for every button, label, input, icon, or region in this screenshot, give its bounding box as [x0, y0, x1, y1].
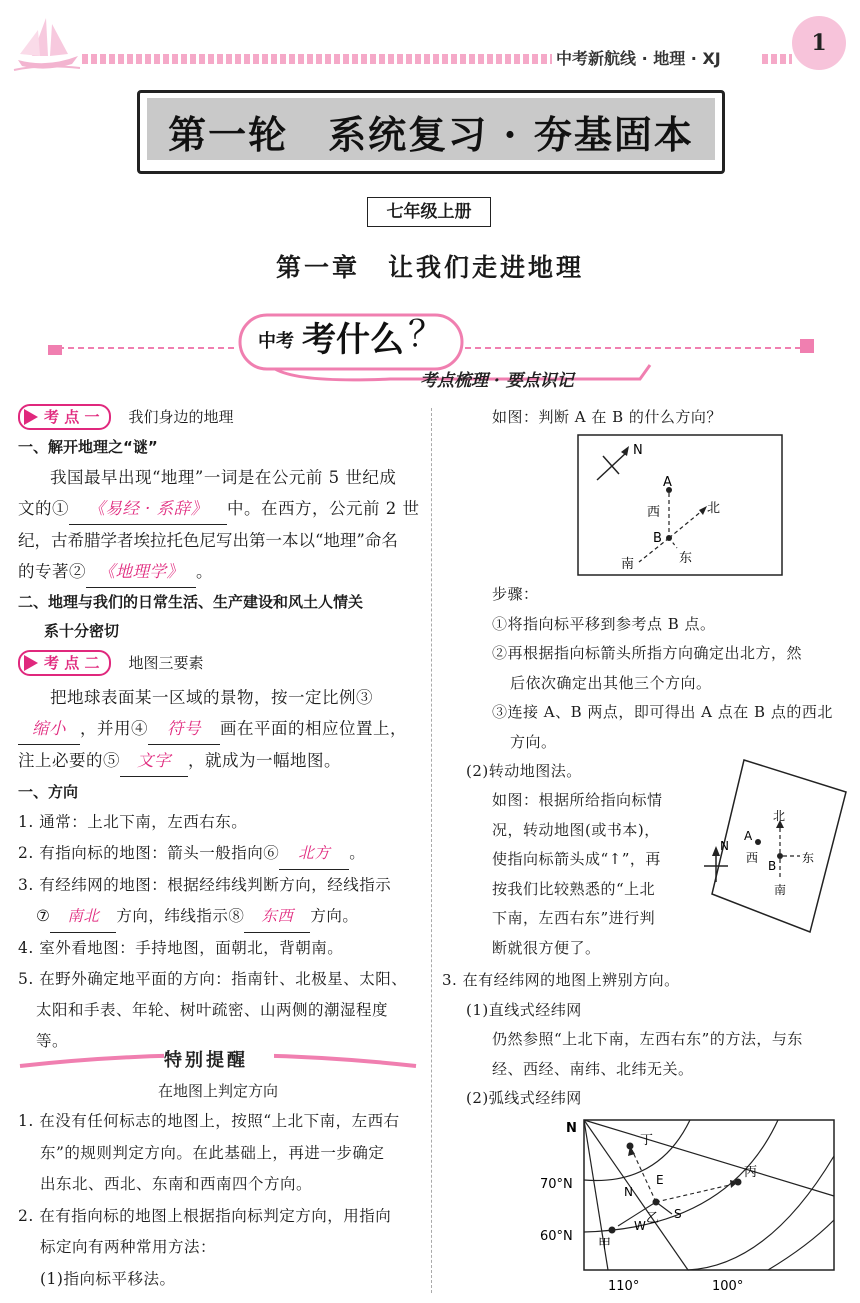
fig3-point-jia: 甲: [598, 1237, 612, 1252]
fig2-south: 南: [774, 883, 787, 897]
dir-item-1: 1. 通常：上北下南，左西右东。: [18, 813, 248, 831]
fig1-point-b: B: [653, 531, 662, 546]
item-3-title: 3. 在有经纬网的地图上辨别方向。: [442, 971, 680, 989]
step-3: ③连接 A、B 两点，即可得出 A 点在 B 点的西北: [492, 703, 833, 721]
header-stripe-bar: [82, 54, 552, 64]
method-2-text: 如图：根据所给指向标情 况，转动地图(或书本)， 使指向标箭头成“↑”，再 按我们比较熟悉的“上北 下南，左西右东”进行判 断就很方便了。: [492, 791, 663, 957]
dir-item-3b: ⑦ 南北 方向，纬线指示⑧ 东西 方向。: [18, 901, 422, 933]
page-number: 1: [811, 30, 827, 56]
fig2-west: 西: [746, 851, 759, 865]
fig2-point-b: B: [768, 859, 777, 873]
kp1-title: 我们身边的地理: [128, 408, 234, 426]
steps-block: 步骤： ①将指向标平移到参考点 B 点。 ②再根据指向标箭头所指方向确定出北方，然 后依次确定出其他三个方向。 ③连接 A、B 两点，即可得出 A 点在 B 点的西北 方向。: [492, 580, 852, 757]
method-2-label: (2)转动地图法。: [466, 762, 582, 780]
fig1-south: 南: [621, 557, 635, 572]
section-banner-main: 考什么: [302, 320, 404, 360]
blank-4: 符号: [148, 713, 220, 745]
fig3-pole-n: N: [566, 1121, 577, 1136]
reminder-item-1: 1. 在没有任何标志的地图上，按照“上北下南，左西右: [18, 1112, 400, 1130]
reminder-title: 特别提醒: [164, 1050, 248, 1071]
reminder-item-2: 2. 在有指向标的地图上根据指向标判定方向，用指向: [18, 1206, 392, 1225]
reminder-subtitle: 在地图上判定方向: [157, 1082, 278, 1100]
heading-2: 二、地理与我们的日常生活、生产建设和风土人情关 系十分密切: [18, 593, 364, 640]
para-2-line-c: 注上必要的⑤ 文字 ，就成为一幅地图。: [18, 745, 422, 777]
blank-1: 《易经 · 系辞》: [69, 493, 227, 525]
heading-1: 一、解开地理之“谜”: [18, 438, 158, 456]
fig2-point-a: A: [744, 829, 753, 843]
steps-label: 步骤：: [492, 585, 539, 603]
method-1: (1)指向标平移法。: [40, 1269, 176, 1288]
fig3-lon-100: 100°: [712, 1279, 744, 1294]
fig3-point-ding: 丁: [640, 1133, 654, 1148]
para-1-line-b: 文的① 《易经 · 系辞》 中。在西方，公元前 2 世: [18, 493, 422, 525]
fig3-dir-e: E: [656, 1173, 664, 1187]
dir-item-5: 5. 在野外确定地平面的方向：指南针、北极星、太阳、: [18, 970, 408, 988]
fig3-lat-60: 60°N: [540, 1229, 573, 1244]
section-banner-sub: 考点梳理 · 要点识记: [420, 371, 574, 391]
kp1-tag: 考 点 一: [18, 404, 111, 430]
item-3: 3. 在有经纬网的地图上辨别方向。 (1)直线式经纬网 仍然参照“上北下南，左西右东”的方法，与东 经、西经、南纬、北纬无关。 (2)弧线式经纬网: [442, 966, 852, 1114]
header-stripe-bar-right: [762, 54, 792, 64]
para-1: [18, 462, 422, 588]
fig3-point-yi: 乙: [646, 1211, 660, 1226]
header-boat-logo: [12, 10, 82, 72]
figure-graticule: [538, 1116, 838, 1298]
fig3-point-bing: 丙: [744, 1165, 758, 1180]
fig3-dir-n: N: [624, 1185, 633, 1199]
dir-item-4: 4. 室外看地图：手持地图，面朝北，背朝南。: [18, 939, 344, 957]
figure-pointer-shift: [577, 434, 783, 576]
fig3-dir-s: S: [674, 1207, 682, 1221]
fig1-n-label: N: [633, 443, 643, 458]
heading-3: 一、方向: [18, 783, 79, 801]
para-2-line-b: 缩小 ，并用④ 符号 画在平面的相应位置上，: [18, 713, 422, 745]
blank-6: 北方: [279, 838, 349, 870]
fig2-n-label: N: [720, 839, 729, 853]
fig1-point-a: A: [663, 475, 672, 490]
kp2-title: 地图三要素: [128, 654, 204, 672]
para-2-line-a: 把地球表面某一区域的景物，按一定比例③: [50, 688, 373, 707]
section-banner-prefix: 中考: [258, 331, 294, 352]
fig2-north: 北: [773, 809, 786, 823]
fig3-dir-w: W: [634, 1219, 646, 1233]
para-1-line-d: 的专著② 《地理学》 。: [18, 556, 422, 588]
grade-label: 七年级上册: [367, 197, 491, 227]
fig3-lon-110: 110°: [608, 1279, 640, 1294]
fig1-east: 东: [679, 551, 693, 566]
fig1-north: 北: [707, 501, 721, 516]
blank-5: 文字: [120, 745, 188, 777]
dir-item-2: 2. 有指向标的地图：箭头一般指向⑥ 北方 。: [18, 838, 422, 870]
figure-rotate-map: [700, 758, 850, 934]
left-column: [18, 404, 422, 1057]
blank-2: 《地理学》: [86, 556, 196, 588]
step-2: ②再根据指向标箭头所指方向确定出北方，然: [492, 644, 803, 662]
para-2: [18, 682, 422, 777]
dir-item-3: 3. 有经纬网的地图：根据经纬线判断方向，经线指示: [18, 876, 392, 894]
para-1-line-c: 纪，古希腊学者埃拉托色尼写出第一本以“地理”命名: [18, 531, 398, 550]
question-text: 如图：判断 A 在 B 的什么方向？: [492, 408, 722, 426]
item-3-1: (1)直线式经纬网: [466, 1000, 582, 1019]
fig1-west: 西: [647, 505, 661, 520]
item-3-2: (2)弧线式经纬网: [466, 1089, 582, 1107]
page-number-badge: [792, 16, 846, 70]
fig3-lat-70: 70°N: [540, 1177, 573, 1192]
fig2-east: 东: [802, 851, 815, 865]
kp2-row: [18, 646, 422, 682]
reminder-list: 1. 在没有任何标志的地图上，按照“上北下南，左西右 东”的规则判定方向。在此基础上，再进一步确定 出东北、西北、东南和西南四个方向。 2. 在有指向标的地图上根据指向标判定方向，用指向 标定向有两种常用方法： (1)指向标平移法。: [18, 1106, 422, 1295]
para-1-line-a: 我国最早出现“地理”一词是在公元前 5 世纪成: [50, 468, 397, 487]
header-series-label: 中考新航线 · 地理 · XJ: [556, 49, 721, 68]
section-banner-question: ？: [408, 314, 445, 355]
blank-7: 南北: [50, 901, 116, 933]
step-1: ①将指向标平移到参考点 B 点。: [492, 614, 716, 633]
column-divider: [431, 408, 432, 1293]
blank-8: 东西: [244, 901, 310, 933]
chapter-title: 第一章 让我们走进地理: [275, 253, 584, 282]
banner-title: 第一轮 系统复习 · 夯基固本: [168, 112, 694, 157]
direction-list: 1. 通常：上北下南，左西右东。 2. 有指向标的地图：箭头一般指向⑥ 北方 。 3. 有经纬网的地图：根据经纬线判断方向，经线指示 ⑦ 南北 方向，纬线指示⑧ 东西 方向。 4. 室外看地图：手持地图，面朝北，背朝南。 5. 在野外确定地平面的方向：指南针、北极星、太阳、 太阳和手表、年轮、树叶疏密、山两侧的潮湿程度 等。: [18, 807, 422, 1057]
blank-3: 缩小: [18, 713, 80, 745]
kp1-row: [18, 404, 422, 432]
kp2-tag: 考 点 二: [18, 650, 111, 676]
